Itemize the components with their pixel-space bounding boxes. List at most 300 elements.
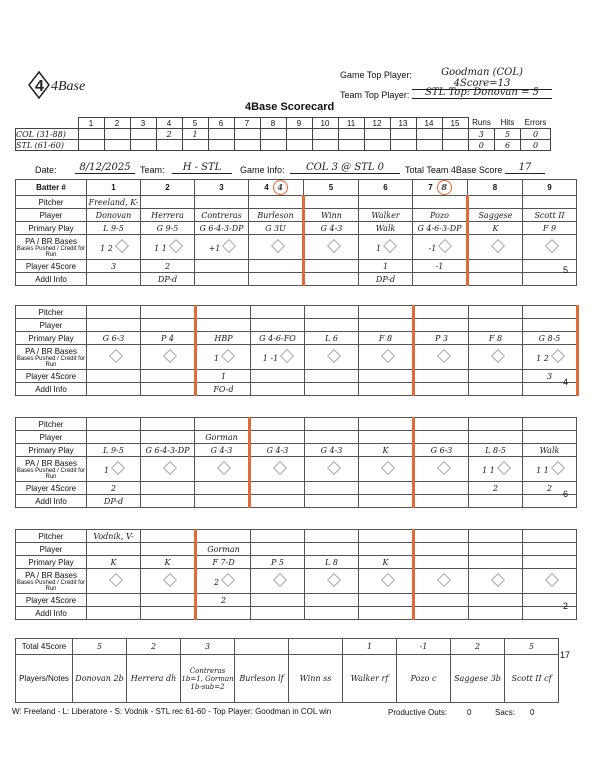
grid-row-player <box>16 209 577 222</box>
cell-pa <box>523 235 577 260</box>
base-diamond-icon <box>326 461 340 475</box>
row-label-text: Primary Play <box>28 557 74 567</box>
grid-row-pitcher <box>16 306 578 319</box>
runs-cell: 0 <box>468 140 495 151</box>
inning-cell <box>390 129 416 140</box>
cell-play: L 9-5 <box>87 444 141 457</box>
cell-play: K <box>359 444 414 457</box>
grid-row-player <box>16 431 577 444</box>
row-label <box>16 383 87 396</box>
game-top-player-label: Game Top Player: <box>340 70 412 80</box>
cell-score <box>304 260 359 273</box>
cell-addl <box>141 607 196 620</box>
cell-score <box>414 482 469 495</box>
total-cell <box>289 639 343 655</box>
row-label <box>16 431 87 444</box>
app-logo <box>25 68 103 102</box>
row-label-text: Player 4Score <box>25 371 77 381</box>
total-cell: 3 <box>181 639 235 655</box>
inning-header: 5 <box>182 118 208 129</box>
totals-side-score: 17 <box>560 650 571 660</box>
row-label <box>16 495 87 508</box>
cell-addl: FO-d <box>196 383 251 396</box>
cell-addl <box>359 383 414 396</box>
date-value: 8/12/2025 <box>75 162 135 174</box>
cell-score: 3 <box>523 370 578 383</box>
inning-header: 10 <box>312 118 338 129</box>
cell-addl <box>196 607 251 620</box>
cell-score <box>141 482 195 495</box>
cell-addl <box>523 273 577 286</box>
cell-pa <box>359 569 414 594</box>
note-cell: Winn ss <box>289 655 343 703</box>
linescore-row-stl <box>16 140 551 151</box>
base-diamond-icon <box>326 239 340 253</box>
pa-value: -1 <box>428 244 437 253</box>
hits-cell: 5 <box>495 129 521 140</box>
pa-value: 1 1 <box>154 244 167 253</box>
inning-cell <box>130 140 156 151</box>
cell-pitcher <box>413 196 468 209</box>
cell-score <box>195 260 249 273</box>
team-label: Team: <box>140 165 165 175</box>
cell-player <box>305 543 359 556</box>
cell-player: Walker <box>359 209 413 222</box>
cell-player <box>359 543 414 556</box>
row-label <box>16 457 87 482</box>
svg-text:4: 4 <box>35 78 44 95</box>
cell-addl <box>523 495 577 508</box>
pa-value: 1 2 <box>536 354 549 363</box>
note-cell: Donovan 2b <box>73 655 127 703</box>
base-diamond-icon <box>490 239 504 253</box>
inning-circle: 4 <box>273 180 288 195</box>
inning-cell <box>312 140 338 151</box>
cell-pitcher <box>305 530 359 543</box>
totals-label: Total 4Score <box>16 639 73 655</box>
inning-cell <box>234 140 260 151</box>
cell-play: L 8 <box>305 556 359 569</box>
inning-header: 12 <box>364 118 390 129</box>
base-diamond-icon <box>383 239 397 253</box>
batter-number <box>249 180 304 196</box>
cell-pa <box>87 569 141 594</box>
totals-table <box>15 638 559 703</box>
cell-player <box>523 319 578 332</box>
cell-pitcher <box>305 418 359 431</box>
base-diamond-icon <box>551 349 565 363</box>
cell-pa <box>87 235 141 260</box>
base-diamond-icon <box>111 461 125 475</box>
cell-player: Gorman <box>196 543 251 556</box>
cell-pitcher <box>468 196 523 209</box>
base-diamond-icon <box>169 239 183 253</box>
inning-cell <box>286 140 312 151</box>
base-diamond-icon <box>162 461 176 475</box>
base-diamond-icon <box>544 573 558 587</box>
cell-pa <box>87 345 141 370</box>
cell-addl <box>251 383 305 396</box>
cell-score: 2 <box>469 482 523 495</box>
cell-pa <box>141 457 195 482</box>
grid-row-score <box>16 594 577 607</box>
batter-number: 2 <box>141 180 195 196</box>
row-label <box>16 196 87 209</box>
cell-pitcher <box>523 196 577 209</box>
cell-player <box>305 431 359 444</box>
errors-cell: 0 <box>521 140 551 151</box>
inning-header: 9 <box>286 118 312 129</box>
inning-cell <box>208 140 234 151</box>
cell-player <box>469 543 523 556</box>
inning-header: 14 <box>416 118 442 129</box>
cell-score <box>251 594 305 607</box>
base-diamond-icon <box>216 461 230 475</box>
cell-pitcher <box>251 306 305 319</box>
cell-pitcher <box>141 196 195 209</box>
cell-addl <box>249 273 304 286</box>
inning-circle: 8 <box>437 180 452 195</box>
sacs-value: 0 <box>530 708 535 717</box>
cell-score <box>468 260 523 273</box>
cell-pa <box>305 569 359 594</box>
base-diamond-icon <box>280 349 294 363</box>
runs-header: Runs <box>472 118 491 128</box>
total-cell: 2 <box>127 639 181 655</box>
cell-pitcher <box>523 418 577 431</box>
linescore-table <box>15 117 551 151</box>
cell-play: P 4 <box>141 332 196 345</box>
row-label <box>16 607 87 620</box>
base-diamond-icon <box>272 461 286 475</box>
batter-number-text: 4 <box>264 183 269 192</box>
total-cell: 5 <box>505 639 559 655</box>
row-label-text: Pitcher <box>38 307 64 317</box>
cell-pitcher <box>359 306 414 319</box>
row-label-text: PA / BR Bases <box>25 236 77 246</box>
cell-score <box>250 482 305 495</box>
inning-cell: 1 <box>182 129 208 140</box>
hits-header: Hits <box>500 118 515 128</box>
grid-row-pa-br <box>16 235 577 260</box>
batter-number <box>413 180 468 196</box>
grid-row-pitcher <box>16 418 577 431</box>
cell-score <box>359 370 414 383</box>
cell-score: 2 <box>196 594 251 607</box>
cell-score: 1 <box>359 260 413 273</box>
cell-pitcher: Vodnik, V- <box>87 530 141 543</box>
grid-row-primary-play <box>16 222 577 235</box>
cell-play <box>469 556 523 569</box>
sacs-label: Sacs: <box>495 708 516 717</box>
pa-value: 1 -1 <box>262 354 279 363</box>
cell-player <box>87 543 141 556</box>
cell-score <box>249 260 304 273</box>
errors-cell: 0 <box>521 129 551 140</box>
cell-player: Winn <box>304 209 359 222</box>
cell-score <box>87 370 141 383</box>
row-label-text: Player <box>39 320 63 330</box>
cell-addl <box>359 495 414 508</box>
scoring-grid <box>15 529 577 620</box>
row-label <box>16 594 87 607</box>
cell-score: -1 <box>413 260 468 273</box>
base-diamond-icon <box>326 349 340 363</box>
inning-cell <box>234 129 260 140</box>
inning-cell <box>416 129 442 140</box>
cell-play: G 4-3 <box>305 444 359 457</box>
cell-pa <box>523 457 577 482</box>
totals-notes-row <box>16 655 559 703</box>
inning-cell <box>260 129 286 140</box>
row-label-text: PA / BR Bases <box>25 570 77 580</box>
cell-score <box>141 594 196 607</box>
grid-row-score <box>16 260 577 273</box>
row-sublabel: Bases Pushed / Credit for Run <box>16 467 86 480</box>
cell-play: G 4-6-FO <box>251 332 305 345</box>
base-diamond-icon <box>108 349 122 363</box>
cell-pitcher <box>469 530 523 543</box>
cell-player: Contreras <box>195 209 249 222</box>
row-label <box>16 306 87 319</box>
pa-value: 1 2 <box>100 244 113 253</box>
cell-score <box>523 260 577 273</box>
batter-number: 6 <box>359 180 413 196</box>
cell-pa <box>359 345 414 370</box>
cell-score: 2 <box>87 482 141 495</box>
cell-player: Donovan <box>87 209 141 222</box>
cell-addl: DP-d <box>141 273 195 286</box>
cell-pa <box>414 569 469 594</box>
batter-number: 8 <box>468 180 523 196</box>
cell-pitcher <box>359 530 414 543</box>
row-label <box>16 235 87 260</box>
inning-header: 3 <box>130 118 156 129</box>
cell-play: L 6 <box>305 332 359 345</box>
cell-pitcher <box>141 418 195 431</box>
cell-pitcher <box>304 196 359 209</box>
row-label-text: Primary Play <box>28 333 74 343</box>
totals-score-row <box>16 639 559 655</box>
cell-play: K <box>87 556 141 569</box>
grid-row-addl <box>16 607 577 620</box>
scoring-grid <box>15 417 577 508</box>
cell-player <box>87 431 141 444</box>
cell-addl <box>141 383 196 396</box>
cell-addl <box>141 495 195 508</box>
cell-score <box>469 594 523 607</box>
cell-pitcher <box>141 306 196 319</box>
cell-pa <box>251 569 305 594</box>
cell-addl <box>87 383 141 396</box>
grid-row-pa-br <box>16 457 577 482</box>
team-name: COL (31-88) <box>16 129 79 140</box>
cell-addl <box>414 383 469 396</box>
inning-cell <box>416 140 442 151</box>
grid-row-score <box>16 370 578 383</box>
row-label-text: Primary Play <box>28 445 74 455</box>
cell-pitcher <box>414 306 469 319</box>
cell-play: G 8-5 <box>523 332 578 345</box>
cell-pa <box>141 569 196 594</box>
inning-cell <box>338 129 364 140</box>
note-cell: Scott II cf <box>505 655 559 703</box>
cell-pa <box>305 457 359 482</box>
cell-pitcher <box>250 418 305 431</box>
cell-play <box>414 556 469 569</box>
base-diamond-icon <box>490 573 504 587</box>
base-diamond-icon <box>326 573 340 587</box>
cell-play: K <box>468 222 523 235</box>
inning-header: 7 <box>234 118 260 129</box>
errors-header: Errors <box>524 118 547 128</box>
block-side-score: 5 <box>563 265 569 275</box>
cell-addl <box>305 495 359 508</box>
batter-number: 1 <box>87 180 141 196</box>
cell-play: G 9-5 <box>141 222 195 235</box>
cell-pa <box>141 345 196 370</box>
grid-row-score <box>16 482 577 495</box>
cell-pa <box>87 457 141 482</box>
row-label-text: Player <box>39 544 63 554</box>
base-diamond-icon <box>380 573 394 587</box>
cell-addl <box>305 383 359 396</box>
cell-pa <box>305 345 359 370</box>
cell-pa <box>141 235 195 260</box>
row-label-text: Player <box>39 210 63 220</box>
cell-play: G 6-4-3-DP <box>195 222 249 235</box>
cell-addl <box>250 495 305 508</box>
inning-header: 11 <box>338 118 364 129</box>
cell-play: G 4-6-3-DP <box>413 222 468 235</box>
row-label <box>16 530 87 543</box>
total-cell: -1 <box>397 639 451 655</box>
game-info-value: COL 3 @ STL 0 <box>290 162 400 174</box>
hits-cell: 6 <box>495 140 521 151</box>
row-label-text: Player 4Score <box>25 261 77 271</box>
cell-addl <box>523 383 578 396</box>
cell-pitcher <box>414 530 469 543</box>
cell-addl <box>414 607 469 620</box>
row-label <box>16 180 87 196</box>
cell-pa <box>250 457 305 482</box>
row-sublabel: Bases Pushed / Credit for Run <box>16 245 86 258</box>
cell-score <box>87 594 141 607</box>
base-diamond-icon <box>162 573 176 587</box>
inning-cell <box>104 129 130 140</box>
grid-row-addl <box>16 383 578 396</box>
cell-player <box>196 319 251 332</box>
row-label-text: Primary Play <box>28 223 74 233</box>
cell-pa <box>469 345 523 370</box>
inning-cell <box>364 129 390 140</box>
cell-score: 2 <box>523 482 577 495</box>
cell-pitcher <box>359 196 413 209</box>
batter-number: 9 <box>523 180 577 196</box>
inning-header: 4 <box>156 118 182 129</box>
batter-number-text: 7 <box>428 183 433 192</box>
cell-player <box>469 431 523 444</box>
row-label-text: PA / BR Bases <box>25 346 77 356</box>
inning-cell <box>312 129 338 140</box>
note-cell: Herrera dh <box>127 655 181 703</box>
cell-pitcher <box>141 530 196 543</box>
cell-play: G 4-3 <box>195 444 250 457</box>
grid-row-pa-br <box>16 569 577 594</box>
total-cell <box>235 639 289 655</box>
total-score-label: Total Team 4Base Score <box>405 165 503 175</box>
inning-header: 13 <box>390 118 416 129</box>
cell-play: G 4-3 <box>304 222 359 235</box>
cell-play: P 5 <box>251 556 305 569</box>
cell-player: Burleson <box>249 209 304 222</box>
cell-player <box>469 319 523 332</box>
team-top-player-label: Team Top Player: <box>340 90 410 100</box>
cell-play: F 8 <box>469 332 523 345</box>
row-label <box>16 569 87 594</box>
row-label-text: Addl Info <box>35 384 67 394</box>
cell-addl <box>195 273 249 286</box>
cell-player <box>251 319 305 332</box>
cell-play: HBP <box>196 332 251 345</box>
row-label <box>16 444 87 457</box>
cell-pa <box>196 345 251 370</box>
cell-pa <box>468 235 523 260</box>
batter-number: 3 <box>195 180 249 196</box>
grid-row-addl <box>16 495 577 508</box>
base-diamond-icon <box>162 349 176 363</box>
scoring-grid <box>15 179 577 286</box>
cell-pa <box>414 457 469 482</box>
base-diamond-icon <box>490 349 504 363</box>
inning-cell <box>104 140 130 151</box>
cell-play: P 3 <box>414 332 469 345</box>
cell-pitcher <box>305 306 359 319</box>
batter-number: 5 <box>304 180 359 196</box>
grid-row-pitcher <box>16 530 577 543</box>
note-cell: Walker rf <box>343 655 397 703</box>
inning-cell <box>156 140 182 151</box>
cell-score <box>305 482 359 495</box>
grid-row-primary-play <box>16 332 578 345</box>
row-sublabel: Bases Pushed / Credit for Run <box>16 579 86 592</box>
base-diamond-icon <box>380 461 394 475</box>
row-label <box>16 273 87 286</box>
cell-score: 1 <box>196 370 251 383</box>
total-score-value: 17 <box>505 162 545 174</box>
pa-value: +1 <box>208 244 221 253</box>
cell-player <box>359 319 414 332</box>
cell-pitcher <box>196 530 251 543</box>
note-cell: Saggese 3b <box>451 655 505 703</box>
cell-player <box>414 543 469 556</box>
inning-header: 6 <box>208 118 234 129</box>
cell-addl <box>468 273 523 286</box>
logo-text: 4Base <box>51 79 86 94</box>
inning-cell: 2 <box>156 129 182 140</box>
inning-cell <box>182 140 208 151</box>
cell-pitcher <box>414 418 469 431</box>
block-side-score: 4 <box>563 377 569 387</box>
row-label <box>16 319 87 332</box>
cell-pitcher: Freeland, K- <box>87 196 141 209</box>
cell-pitcher <box>249 196 304 209</box>
base-diamond-icon <box>497 461 511 475</box>
inning-header: 2 <box>104 118 130 129</box>
note-cell: Contreras 1b=1, Gorman 1b-sub=2 <box>181 655 235 703</box>
base-diamond-icon <box>270 239 284 253</box>
cell-pa <box>195 457 250 482</box>
